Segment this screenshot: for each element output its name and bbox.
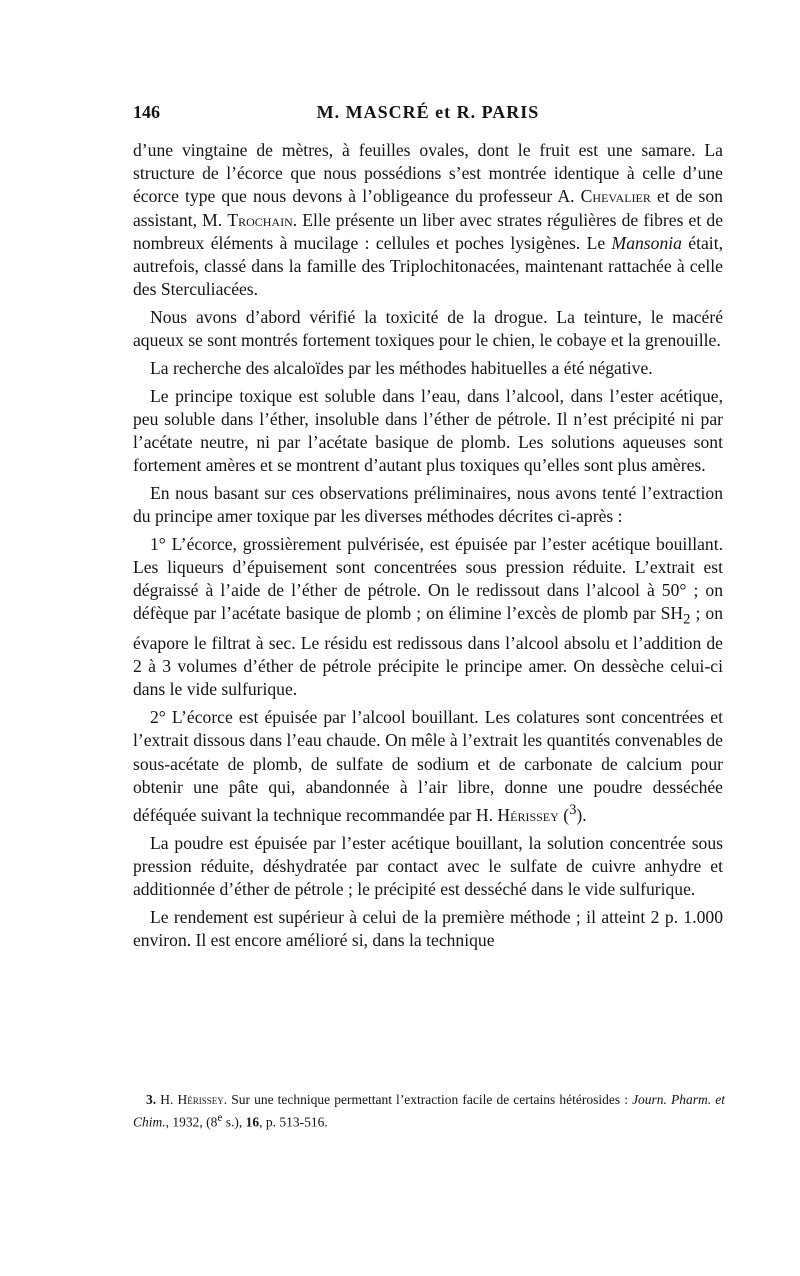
footnote-3: 3. H. Hérissey. Sur une technique permettant l’extraction facile de certains hétérosides : Journ. Pharm. et Chim., 1932, (8e s.), 16, p. 513-516.: [133, 1092, 726, 1130]
paragraph-8: La poudre est épuisée par l’ester acétique bouillant, la solution concentrée sous pression réduite, déshydratée par contact avec le sulfate de cuivre anhydre et additionnée d’éther de pétrole ; le précipité est desséché dans le vide sulfurique.: [133, 832, 723, 899]
paragraph-3: La recherche des alcaloïdes par les méthodes habituelles a été négative.: [150, 357, 653, 378]
page-number: 146: [133, 102, 160, 122]
paragraph-5: En nous basant sur ces observations préliminaires, nous avons tenté l’extraction du principe amer toxique par les diverses méthodes décrites ci-après :: [133, 482, 723, 527]
footnote: [133, 1090, 725, 1132]
footnote-number: 3.: [146, 1092, 157, 1107]
paragraph-2: Nous avons d’abord vérifié la toxicité de la drogue. La teinture, le macéré aqueux se sont montrés fortement toxiques pour le chien, le cobaye et la grenouille.: [133, 306, 723, 351]
genus-mansonia: Mansonia: [611, 232, 682, 253]
footnote-author: Hérissey: [177, 1092, 224, 1107]
footnote-journal: Journ. Pharm. et Chim.: [133, 1092, 726, 1130]
paragraph-9: Le rendement est supérieur à celui de la première méthode ; il atteint 2 p. 1.000 environ. Il est encore amélioré si, dans la technique: [133, 906, 723, 950]
name-herissey: Hérissey: [497, 804, 559, 825]
footnote-volume: 16: [245, 1114, 260, 1130]
running-header: [133, 100, 723, 124]
subscript-2: 2: [683, 611, 691, 628]
body-text: [133, 139, 723, 957]
name-chevalier: Chevalier: [580, 186, 651, 207]
paragraph-1: d’une vingtaine de mètres, à feuilles ovales, dont le fruit est une samare. La structure de l’écorce que nous possédions s’est montrée identique à celle d’une écorce type que nous devons à l’obligeance du professeur A. Chevalier et de son assistant, M. Trochain. Elle présente un liber avec strates régulières de fibres et de nombreux éléments à mucilage : cellules et poches lysigènes. Le Mansonia était, autrefois, classé dans la famille des Triplochitonacées, maintenant rattachée à celle des Sterculiacées.: [133, 140, 723, 300]
paragraph-7: 2° L’écorce est épuisée par l’alcool bouillant. Les colatures sont concentrées et l’extrait dissous dans l’eau chaude. On mêle à l’extrait les quantités convenables de sous-acétate de plomb, de sulfate de sodium et de carbonate de calcium pour obtenir une pâte qui, abandonnée à l’air libre, donne une poudre desséchée déféquée suivant la technique recommandée par H. Hérissey ($^3$).: [133, 707, 723, 825]
name-trochain: Trochain: [227, 209, 293, 230]
header-authors: M. MASCRÉ et R. PARIS: [316, 102, 540, 122]
paragraph-4: Le principe toxique est soluble dans l’eau, dans l’alcool, dans l’ester acétique, peu soluble dans l’éther, insoluble dans l’éther de pétrole. Il n’est précipité ni par l’acétate neutre, ni par l’acétate basique de plomb. Les solutions aqueuses sont fortement amères et se montrent d’autant plus toxiques qu’elles sont plus amères.: [133, 385, 723, 476]
paragraph-6: 1° L’écorce, grossièrement pulvérisée, est épuisée par l’ester acétique bouillant. Les liqueurs d’épuisement sont concentrées sous pression réduite. L’extrait est dégraissé à l’aide de l’éther de pétrole. On le redissout dans l’alcool à 50° ; on défèque par l’acétate basique de plomb ; on élimine l’excès de plomb par $SH_2$ ; on évapore le filtrat à sec. Le résidu est redissous dans l’alcool absolu et l’addition de 2 à 3 volumes d’éther de pétrole précipite le principe amer. On dessèche celui-ci dans le vide sulfurique.: [133, 533, 723, 700]
footnote-ref: 3: [569, 802, 577, 818]
